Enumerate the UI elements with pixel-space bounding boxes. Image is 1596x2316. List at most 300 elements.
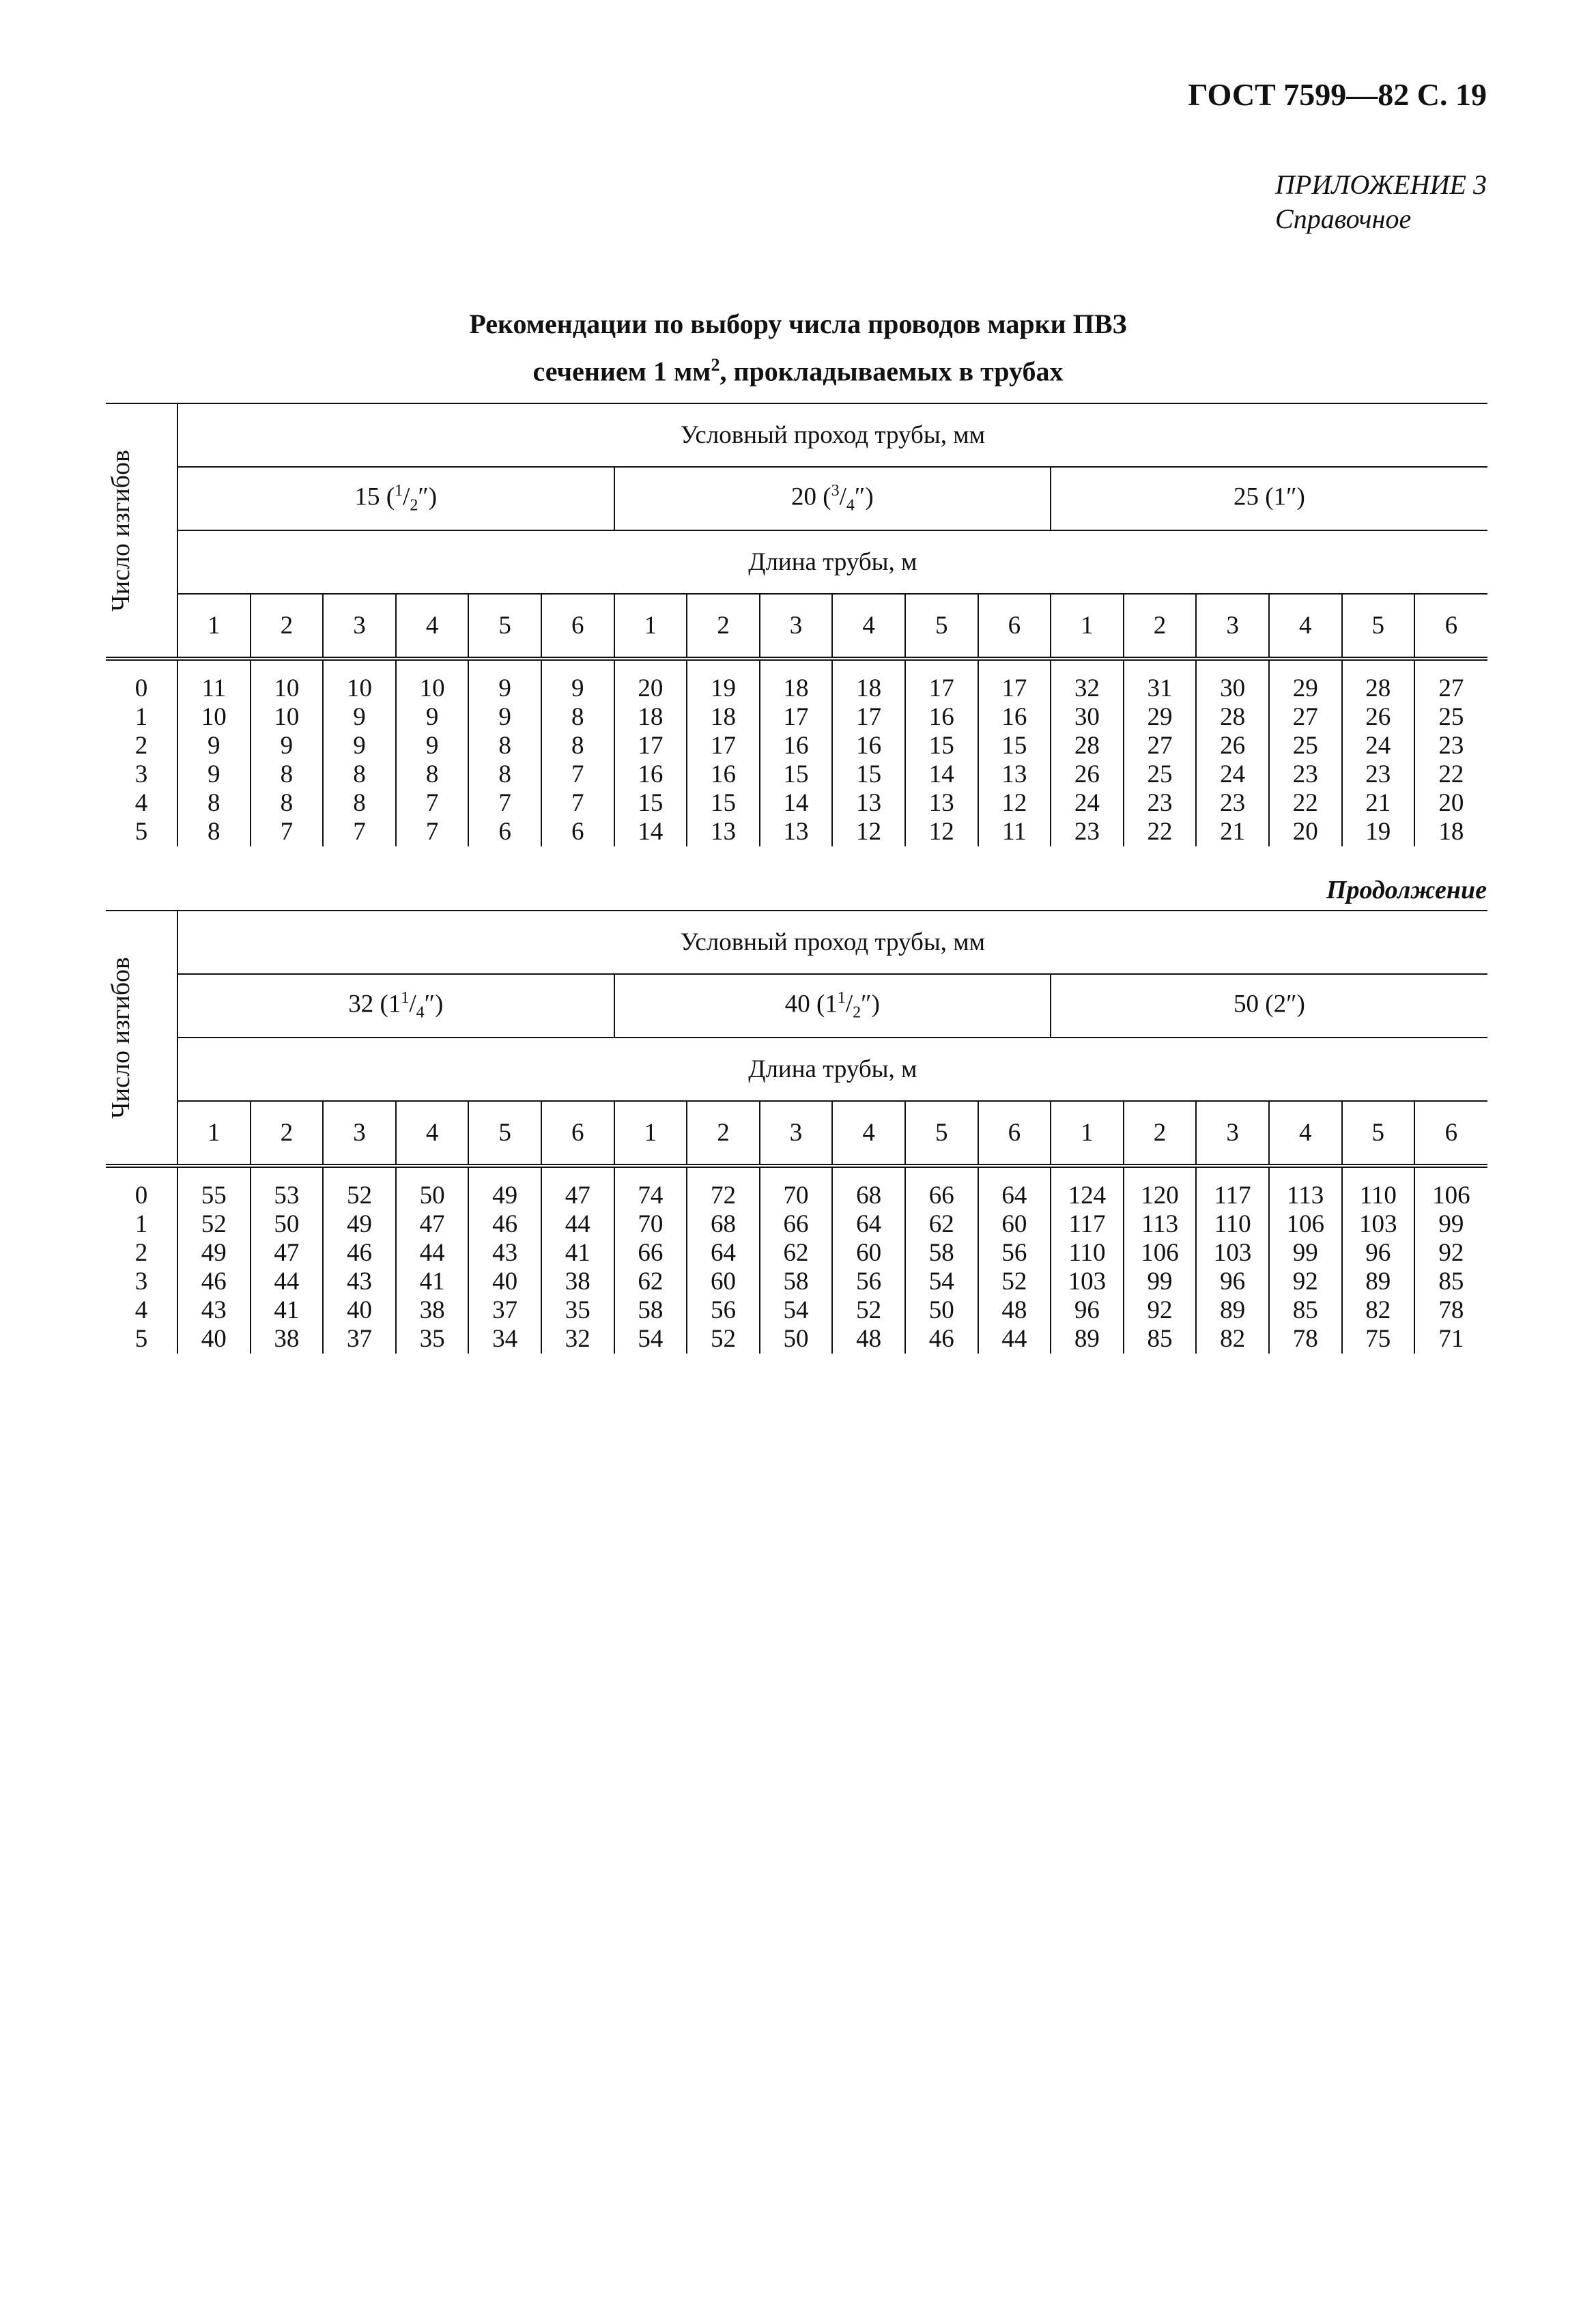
table-cell: 9	[177, 732, 251, 760]
table-cell: 23	[1051, 818, 1124, 846]
table-cell: 27	[1438, 674, 1464, 702]
table-cell: 66	[760, 1210, 833, 1239]
table-cell: 24	[1196, 760, 1269, 789]
table-cell: 16	[905, 703, 978, 732]
table-cell: 35	[541, 1296, 614, 1325]
table-cell: 7	[323, 818, 396, 846]
diameter-main: 50 (2″)	[1234, 990, 1305, 1018]
table-cell: 113	[1269, 1166, 1342, 1210]
table-cell: 8	[468, 732, 541, 760]
table-row	[106, 659, 1487, 703]
table-cell: 99	[1269, 1239, 1342, 1268]
table-cell: 44	[396, 1239, 469, 1268]
table-cell: 17	[760, 703, 833, 732]
table-cell: 44	[978, 1325, 1051, 1354]
diameter-group-header	[177, 974, 614, 1038]
length-value-cell: 6	[978, 594, 1051, 659]
length-value-cell: 6	[978, 1101, 1051, 1166]
diameter-group-header	[1051, 467, 1487, 530]
bends-value: 2	[106, 732, 177, 760]
length-value-cell: 5	[468, 594, 541, 659]
table-cell: 92	[1438, 1239, 1464, 1267]
table-cell: 13	[978, 760, 1051, 789]
length-value-cell: 2	[251, 594, 324, 659]
table-cell: 78	[1438, 1296, 1464, 1324]
table-cell: 15	[905, 732, 978, 760]
table-cell: 56	[978, 1239, 1051, 1268]
table-cell: 89	[1342, 1268, 1415, 1296]
table-cell: 8	[396, 760, 469, 789]
appendix-label	[1275, 168, 1487, 236]
length-value-cell: 2	[1124, 594, 1197, 659]
table-cell: 16	[614, 760, 687, 789]
table-cell: 20	[1438, 789, 1464, 817]
bends-value: 1	[106, 703, 177, 732]
table-cell: 58	[614, 1296, 687, 1325]
table-cell: 124	[1051, 1166, 1124, 1210]
table-cell: 85	[1124, 1325, 1197, 1354]
table-cell: 96	[1342, 1239, 1415, 1268]
table-cell: 9	[468, 659, 541, 703]
table-cell: 8	[251, 760, 324, 789]
title-line-1: Рекомендации по выбору числа проводов марки ПВЗ	[469, 309, 1127, 339]
table-cell: 37	[468, 1296, 541, 1325]
table-cell: 85	[1269, 1296, 1342, 1325]
length-value-cell: 4	[396, 1101, 469, 1166]
table-cell: 14	[905, 760, 978, 789]
table-cell: 52	[323, 1166, 396, 1210]
table-cell: 14	[614, 818, 687, 846]
diameter-main: 40 (1	[784, 990, 838, 1018]
table-cell: 28	[1342, 659, 1415, 703]
length-value-cell: 1	[1051, 1101, 1124, 1166]
table-cell: 110	[1196, 1210, 1269, 1239]
table-cell: 27	[1269, 703, 1342, 732]
table-cell: 48	[978, 1296, 1051, 1325]
table-cell: 47	[251, 1239, 324, 1268]
table-cell: 85	[1438, 1268, 1464, 1296]
table-cell: 37	[323, 1325, 396, 1354]
diameter-group-header	[177, 467, 614, 530]
table-cell: 47	[396, 1210, 469, 1239]
table-row	[106, 789, 1487, 818]
table-cell: 64	[687, 1239, 760, 1268]
length-value-cell: 3	[1196, 1101, 1269, 1166]
table-cell: 48	[832, 1325, 905, 1354]
table-cell: 17	[832, 703, 905, 732]
table-cell: 54	[614, 1325, 687, 1354]
length-value-cell: 2	[687, 1101, 760, 1166]
table-cell: 31	[1124, 659, 1197, 703]
table-cell: 26	[1196, 732, 1269, 760]
length-value-cell: 1	[1051, 594, 1124, 659]
table-cell: 72	[687, 1166, 760, 1210]
table-row	[106, 1239, 1487, 1268]
table-cell: 64	[832, 1210, 905, 1239]
diameter-end: ″)	[418, 483, 438, 511]
table-cell: 35	[396, 1325, 469, 1354]
table-cell: 18	[614, 703, 687, 732]
table-cell: 41	[251, 1296, 324, 1325]
table-cell: 8	[541, 732, 614, 760]
table-cell: 96	[1051, 1296, 1124, 1325]
table-cell: 21	[1196, 818, 1269, 846]
bends-value: 3	[106, 760, 177, 789]
length-value-cell: 2	[251, 1101, 324, 1166]
bends-value: 0	[106, 659, 177, 703]
table-cell: 41	[541, 1239, 614, 1268]
table-cell: 43	[177, 1296, 251, 1325]
table-cell: 15	[978, 732, 1051, 760]
table-1	[106, 403, 1487, 846]
length-value-cell: 4	[1269, 594, 1342, 659]
table-cell: 23	[1342, 760, 1415, 789]
bends-value: 3	[106, 1268, 177, 1296]
table-cell: 60	[978, 1210, 1051, 1239]
table-cell: 7	[396, 789, 469, 818]
bends-value: 4	[106, 789, 177, 818]
appendix-subtitle: Справочное	[1275, 203, 1412, 234]
table-cell: 117	[1051, 1210, 1124, 1239]
table-cell: 103	[1051, 1268, 1124, 1296]
table-cell: 49	[468, 1166, 541, 1210]
table-cell: 25	[1269, 732, 1342, 760]
table-cell: 9	[251, 732, 324, 760]
table-cell: 89	[1196, 1296, 1269, 1325]
table-cell: 6	[468, 818, 541, 846]
table-cell: 62	[614, 1268, 687, 1296]
table-cell: 21	[1342, 789, 1415, 818]
table-cell: 62	[760, 1239, 833, 1268]
length-value-cell: 4	[396, 594, 469, 659]
table-cell: 44	[541, 1210, 614, 1239]
table-cell: 68	[832, 1166, 905, 1210]
bends-header-cell	[106, 403, 177, 659]
table-cell: 12	[832, 818, 905, 846]
table-cell: 23	[1124, 789, 1197, 818]
table-cell: 103	[1196, 1239, 1269, 1268]
table-cell: 92	[1269, 1268, 1342, 1296]
length-value-cell: 3	[1196, 594, 1269, 659]
diameter-sub: 2	[410, 496, 418, 515]
table-cell: 52	[687, 1325, 760, 1354]
length-value-cell: 2	[687, 594, 760, 659]
diameter-slash: /	[409, 990, 416, 1018]
table-cell: 99	[1124, 1268, 1197, 1296]
table-cell: 60	[687, 1268, 760, 1296]
table-cell: 17	[687, 732, 760, 760]
table-cell: 50	[760, 1325, 833, 1354]
table-cell: 13	[905, 789, 978, 818]
table-cell: 8	[177, 818, 251, 846]
length-value-cell: 5	[468, 1101, 541, 1166]
diameter-sup: 3	[831, 482, 840, 500]
bends-header: Число изгибов	[106, 449, 135, 612]
document-title	[0, 304, 1596, 392]
bends-value: 5	[106, 1325, 177, 1354]
table-cell: 82	[1196, 1325, 1269, 1354]
length-value-cell: 5	[1342, 594, 1415, 659]
length-value-cell: 6	[541, 1101, 614, 1166]
bends-value: 4	[106, 1296, 177, 1325]
table-row	[106, 760, 1487, 789]
table-cell: 6	[541, 818, 614, 846]
table-cell: 46	[177, 1268, 251, 1296]
table-cell: 7	[541, 789, 614, 818]
table-row	[106, 703, 1487, 732]
diameter-end: ″)	[861, 990, 880, 1018]
length-header: Длина трубы, м	[177, 1038, 1487, 1101]
table-cell: 18	[1438, 818, 1464, 846]
table-cell: 40	[468, 1268, 541, 1296]
table-cell: 30	[1196, 659, 1269, 703]
table-row	[106, 1166, 1487, 1210]
table-cell: 22	[1269, 789, 1342, 818]
diameter-main: 20 (	[791, 483, 831, 511]
table-cell: 70	[614, 1210, 687, 1239]
diameter-main: 25 (1″)	[1234, 483, 1305, 511]
table-row	[106, 732, 1487, 760]
table-cell: 22	[1124, 818, 1197, 846]
table-cell: 12	[978, 789, 1051, 818]
table-cell: 92	[1124, 1296, 1197, 1325]
diameter-end: ″)	[424, 990, 444, 1018]
table-cell: 38	[396, 1296, 469, 1325]
table-cell: 106	[1269, 1210, 1342, 1239]
table-cell: 26	[1342, 703, 1415, 732]
bends-value: 0	[106, 1166, 177, 1210]
table-cell: 64	[978, 1166, 1051, 1210]
length-value-cell: 5	[905, 594, 978, 659]
table-cell: 34	[468, 1325, 541, 1354]
table-cell: 44	[251, 1268, 324, 1296]
table-cell: 52	[978, 1268, 1051, 1296]
table-cell: 75	[1342, 1325, 1415, 1354]
table-cell: 19	[687, 659, 760, 703]
table-cell: 43	[323, 1268, 396, 1296]
length-value-cell: 3	[760, 594, 833, 659]
table-cell: 11	[177, 659, 251, 703]
table-cell: 50	[905, 1296, 978, 1325]
table-cell: 56	[687, 1296, 760, 1325]
table-cell: 16	[832, 732, 905, 760]
table-cell: 19	[1342, 818, 1415, 846]
table-cell: 117	[1196, 1166, 1269, 1210]
diameter-sub: 4	[416, 1003, 425, 1022]
length-value-cell: 1	[614, 1101, 687, 1166]
diameter-sub: 2	[853, 1003, 861, 1022]
table-cell: 9	[177, 760, 251, 789]
table-cell: 113	[1124, 1210, 1197, 1239]
length-value-cell: 2	[1124, 1101, 1197, 1166]
length-value-cell: 6	[1414, 594, 1487, 659]
length-value-cell: 5	[1342, 1101, 1415, 1166]
table-row	[106, 818, 1487, 846]
table-cell: 56	[832, 1268, 905, 1296]
table-cell: 24	[1051, 789, 1124, 818]
table-cell: 66	[614, 1239, 687, 1268]
length-value-cell: 1	[614, 594, 687, 659]
table-cell: 32	[1051, 659, 1124, 703]
table-cell: 54	[905, 1268, 978, 1296]
table-cell: 74	[614, 1166, 687, 1210]
table-cell: 54	[760, 1296, 833, 1325]
diameter-group-header	[1051, 974, 1487, 1038]
table-cell: 9	[396, 703, 469, 732]
table-cell: 99	[1438, 1210, 1464, 1238]
length-value-cell: 5	[905, 1101, 978, 1166]
pipe-diameter-header: Условный проход трубы, мм	[177, 403, 1487, 467]
table-cell: 23	[1438, 732, 1464, 760]
length-value-cell: 3	[323, 594, 396, 659]
appendix-title: ПРИЛОЖЕНИЕ 3	[1275, 169, 1487, 200]
table-cell: 55	[177, 1166, 251, 1210]
length-header: Длина трубы, м	[177, 530, 1487, 594]
diameter-main: 32 (1	[348, 990, 401, 1018]
table-cell: 8	[177, 789, 251, 818]
table-cell: 7	[251, 818, 324, 846]
diameter-sup: 1	[837, 989, 846, 1007]
title-line-2-b: , прокладываемых в трубах	[719, 356, 1064, 387]
table-cell: 20	[614, 659, 687, 703]
table-cell: 27	[1124, 732, 1197, 760]
table-cell: 68	[687, 1210, 760, 1239]
bends-header-cell	[106, 911, 177, 1166]
table-cell: 24	[1342, 732, 1415, 760]
table-cell: 120	[1124, 1166, 1197, 1210]
length-value-cell: 4	[1269, 1101, 1342, 1166]
length-value-cell: 3	[760, 1101, 833, 1166]
table-cell: 18	[760, 659, 833, 703]
table-cell: 41	[396, 1268, 469, 1296]
table-cell: 66	[905, 1166, 978, 1210]
table-cell: 46	[905, 1325, 978, 1354]
table-row	[106, 1268, 1487, 1296]
table-cell: 22	[1438, 760, 1464, 788]
diameter-sup: 1	[395, 482, 403, 500]
title-line-2	[0, 345, 1596, 392]
table-cell: 46	[468, 1210, 541, 1239]
table-cell: 78	[1269, 1325, 1342, 1354]
table-cell: 23	[1196, 789, 1269, 818]
table-cell: 16	[760, 732, 833, 760]
table-cell: 17	[614, 732, 687, 760]
diameter-sub: 4	[846, 496, 855, 515]
page-header: ГОСТ 7599—82 С. 19	[1188, 77, 1487, 112]
length-value-cell: 1	[177, 1101, 251, 1166]
table-cell: 11	[978, 818, 1051, 846]
table-cell: 10	[177, 703, 251, 732]
table-cell: 18	[687, 703, 760, 732]
table-cell: 40	[323, 1296, 396, 1325]
table-cell: 15	[614, 789, 687, 818]
length-value-cell: 4	[832, 1101, 905, 1166]
table-cell: 8	[251, 789, 324, 818]
diameter-slash: /	[845, 990, 853, 1018]
diameter-sup: 1	[401, 989, 410, 1007]
table-cell: 103	[1342, 1210, 1415, 1239]
table-cell: 15	[687, 789, 760, 818]
table-cell: 49	[323, 1210, 396, 1239]
length-value-cell: 4	[832, 594, 905, 659]
table-cell: 10	[251, 703, 324, 732]
table-cell: 7	[468, 789, 541, 818]
table-cell: 89	[1051, 1325, 1124, 1354]
length-value-cell: 6	[1414, 1101, 1487, 1166]
table-2	[106, 910, 1487, 1354]
table-cell: 43	[468, 1239, 541, 1268]
table-cell: 50	[251, 1210, 324, 1239]
table-cell: 28	[1051, 732, 1124, 760]
table-cell: 9	[323, 732, 396, 760]
table-cell: 9	[323, 703, 396, 732]
table-cell: 7	[396, 818, 469, 846]
table-cell: 32	[541, 1325, 614, 1354]
table-cell: 29	[1269, 659, 1342, 703]
table-row	[106, 1325, 1487, 1354]
table-cell: 52	[177, 1210, 251, 1239]
table-cell: 60	[832, 1239, 905, 1268]
table-cell: 58	[760, 1268, 833, 1296]
title-superscript: 2	[711, 355, 720, 375]
continuation-label: Продолжение	[1326, 876, 1487, 904]
length-value-cell: 1	[177, 594, 251, 659]
table-cell: 9	[468, 703, 541, 732]
length-value-cell: 6	[541, 594, 614, 659]
table-cell: 47	[541, 1166, 614, 1210]
diameter-slash: /	[839, 483, 846, 511]
bends-value: 1	[106, 1210, 177, 1239]
length-value-cell: 3	[323, 1101, 396, 1166]
table-cell: 106	[1432, 1182, 1470, 1210]
table-cell: 46	[323, 1239, 396, 1268]
table-cell: 58	[905, 1239, 978, 1268]
diameter-group-header	[614, 467, 1051, 530]
table-cell: 12	[905, 818, 978, 846]
table-cell: 10	[396, 659, 469, 703]
table-cell: 82	[1342, 1296, 1415, 1325]
table-cell: 20	[1269, 818, 1342, 846]
bends-value: 5	[106, 818, 177, 846]
table-cell: 70	[760, 1166, 833, 1210]
bends-header: Число изгибов	[106, 956, 135, 1119]
table-cell: 25	[1438, 703, 1464, 731]
table-cell: 9	[396, 732, 469, 760]
table-cell: 13	[832, 789, 905, 818]
table-cell: 17	[978, 659, 1051, 703]
diameter-end: ″)	[854, 483, 874, 511]
table-cell: 71	[1438, 1325, 1464, 1353]
table-cell: 38	[541, 1268, 614, 1296]
table-cell: 16	[687, 760, 760, 789]
table-cell: 40	[177, 1325, 251, 1354]
bends-value: 2	[106, 1239, 177, 1268]
table-cell: 96	[1196, 1268, 1269, 1296]
table-cell: 16	[978, 703, 1051, 732]
table-cell: 10	[251, 659, 324, 703]
table-cell: 15	[760, 760, 833, 789]
table-row	[106, 1210, 1487, 1239]
table-cell: 38	[251, 1325, 324, 1354]
table-cell: 110	[1051, 1239, 1124, 1268]
table-cell: 7	[541, 760, 614, 789]
table-cell: 15	[832, 760, 905, 789]
title-line-2-a: сечением 1 мм	[532, 356, 711, 387]
table-cell: 13	[760, 818, 833, 846]
table-cell: 8	[468, 760, 541, 789]
table-cell: 62	[905, 1210, 978, 1239]
table-cell: 29	[1124, 703, 1197, 732]
